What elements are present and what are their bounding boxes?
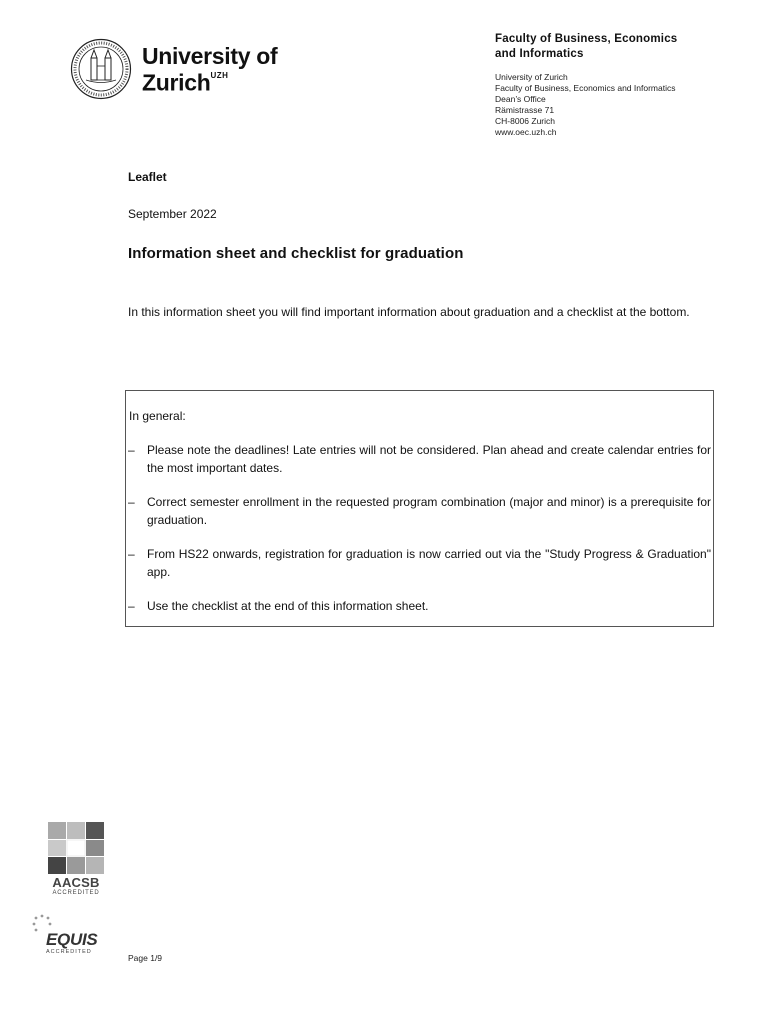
list-item: – From HS22 onwards, registration for graduation is now carried out via the "Study Progress & Graduation" app. — [128, 547, 711, 579]
address-line: Rämistrasse 71 — [495, 105, 555, 115]
equis-logo — [30, 912, 110, 960]
faculty-title: Faculty of Business, Economics and Informatics — [495, 33, 678, 60]
document-title: Information sheet and checklist for graduation — [128, 245, 464, 262]
aacsb-logo — [46, 822, 104, 898]
list-item: – Use the checklist at the end of this information sheet. — [128, 599, 429, 613]
wordmark-line2: Zurich$^{UZH}$ — [142, 69, 229, 96]
faculty-address — [495, 72, 735, 138]
list-item: – Please note the deadlines! Late entries will not be considered. Plan ahead and create calendar entries for the most important dates. — [128, 443, 711, 475]
list-item: – Correct semester enrollment in the requested program combination (major and minor) is a prerequisite for graduation. — [128, 495, 711, 527]
wordmark-uzh: UZH — [210, 71, 229, 80]
faculty-header — [495, 32, 735, 138]
general-heading: In general: — [129, 409, 186, 423]
university-seal-icon — [70, 38, 132, 100]
general-list — [126, 441, 711, 631]
intro-paragraph: In this information sheet you will find important information about graduation and a checklist at the bottom. — [128, 305, 690, 319]
aacsb-grid-icon — [48, 822, 104, 874]
document-date: September 2022 — [128, 207, 217, 221]
address-line: CH-8006 Zurich — [495, 116, 555, 126]
equis-accredited: ACCREDITED — [46, 949, 92, 955]
aacsb-name: AACSB — [52, 875, 100, 890]
document-type: Leaflet — [128, 170, 167, 184]
wordmark-line1: University of — [142, 43, 278, 69]
aacsb-accredited: ACCREDITED — [52, 890, 100, 896]
university-wordmark — [142, 44, 277, 95]
equis-name: EQUIS — [46, 930, 98, 949]
address-line: Faculty of Business, Economics and Informatics — [495, 83, 676, 93]
general-info-box — [125, 390, 714, 627]
address-website-link[interactable]: www.oec.uzh.ch — [495, 127, 557, 137]
address-line: University of Zurich — [495, 72, 568, 82]
page-number: Page 1/9 — [128, 953, 163, 963]
university-logo — [70, 38, 290, 100]
address-line: Dean’s Office — [495, 94, 546, 104]
